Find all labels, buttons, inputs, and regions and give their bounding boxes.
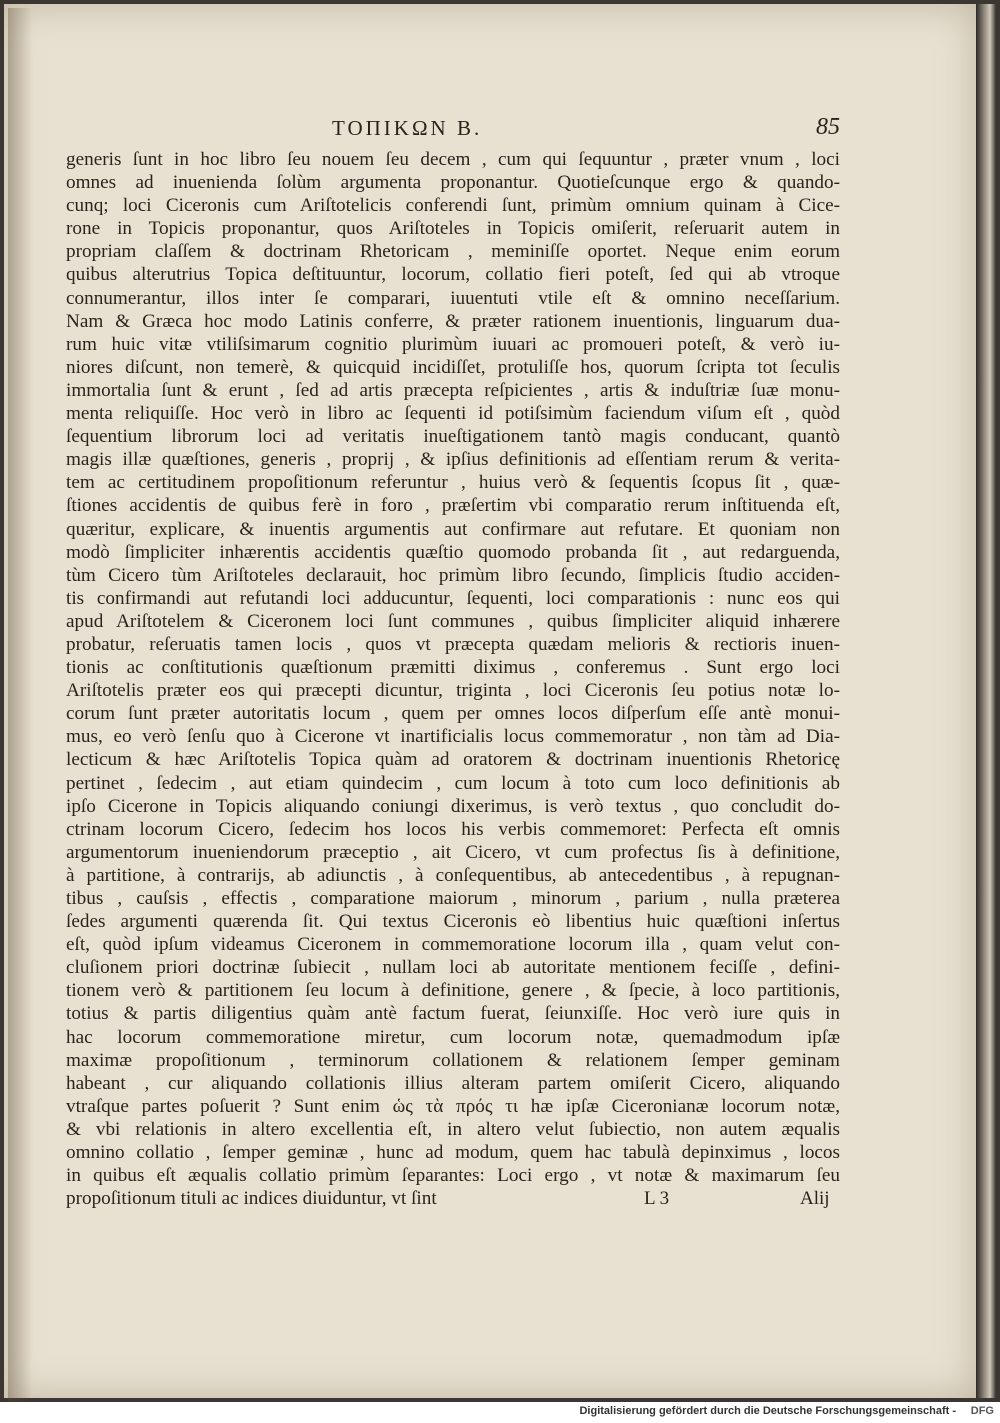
text-line: rone in Topicis proponantur, quos Ariſtoteles in Topicis omiſerit, reſeruarit autem in [66, 218, 840, 240]
text-line: tionem verò & partitionem ſeu locum à definitione, genere , & ſpecie, à loco partitionis, [66, 980, 840, 1002]
text-line: tionis ac conſtitutionis quæſtionum præmitti diximus , conferemus . Sunt ergo loci [66, 657, 840, 679]
text-line: propriam claſſem & doctrinam Rhetoricam , meminiſſe oportet. Neque enim eorum [66, 241, 840, 263]
text-line: ſequentium librorum loci ad veritatis inueſtigationem tantò magis conducant, quantò [66, 426, 840, 448]
text-line: eſt, quòd ipſum videamus Ciceronem in commemoratione locorum illa , quam velut con- [66, 934, 840, 956]
funding-note: Digitalisierung gefördert durch die Deutsche Forschungsgemeinschaft - [579, 1405, 956, 1417]
text-line: propoſitionum tituli ac indices diuiduntur, vt ſint [66, 1188, 437, 1210]
text-line: omnes ad inuenienda ſolùm argumenta proponantur. Quotieſcunque ergo & quando- [66, 172, 840, 194]
text-line: probatur, reſeruatis tamen locis , quos vt præcepta quædam melioris & rectioris inuen- [66, 633, 840, 655]
text-line: à partitione, à contrarijs, ab adiunctis , à conſequentibus, ab antecedentibus , à repugnan- [66, 864, 840, 886]
text-line: connumerantur, illos inter ſe comparari, iuuentuti vtile eſt & omnino neceſſarium. [66, 287, 840, 309]
signature-mark: L 3 [644, 1188, 670, 1209]
text-line: menta reliquiſſe. Hoc verò in libro ac ſequenti id potiſsimùm faciendum viſum eſt , quòd [66, 403, 840, 425]
running-title: ΤΟΠΙΚΩΝ Β. [332, 116, 483, 140]
text-line: Ariſtotelis præter eos qui præcepti dicuntur, triginta , loci Ciceronis ſeu potius notæ lo- [66, 680, 840, 702]
text-line: niores diſcunt, non temerè, & quicquid incidiſſet, protuliſſe hos, quorum ſcripta tot ſeculis [66, 356, 840, 378]
text-line: tis confirmandi aut refutandi loci adducuntur, ſequenti, loci comparationis : nunc eos qui [66, 587, 840, 609]
page-header [4, 116, 976, 146]
text-line: ſtiones accidentis de quibus ferè in foro , præſertim vbi comparatio rerum inſtituenda eſt, [66, 495, 840, 517]
text-line: immortalia ſunt & erunt , ſed ad artis præcepta reſpicientes , artis & induſtriæ ſuæ monu- [66, 379, 840, 401]
text-line: corum ſunt præter autoritatis locum , quem per omnes locos diſperſum eſſe antè monui- [66, 703, 840, 725]
catchword: Alij [800, 1188, 830, 1209]
funding-bar [0, 1402, 1000, 1423]
text-line: totius & partis diligentius quàm antè factum fuerat, ſeiunxiſſe. Hoc verò iure quis in [66, 1003, 840, 1025]
text-line: ipſo Cicerone in Topicis aliquando coniungi dixerimus, is verò textus , quo concludit do- [66, 795, 840, 817]
text-line: Nam & Græca hoc modo Latinis conferre, & præter rationem inuentionis, linguarum dua- [66, 310, 840, 332]
body-text [66, 148, 840, 1210]
text-line: ctrinam locorum Cicero, ſedecim hos locos his verbis commemoret: Perfecta eſt omnis [66, 818, 840, 840]
text-line: quibus alterutrius Topica deſtituuntur, locorum, collatio fieri poteſt, ſed qui ab vtroque [66, 264, 840, 286]
text-line: in quibus eſt æqualis collatio primùm ſeparantes: Loci ergo , vt notæ & maximarum ſeu [66, 1165, 840, 1187]
text-line: tibus , cauſsis , effectis , comparatione maiorum , minorum , parium , nulla præterea [66, 888, 840, 909]
text-line: apud Ariſtotelem & Ciceronem loci ſunt communes , quibus ſimpliciter aliquid inhærere [66, 610, 840, 632]
text-line: mus, eo verò ſenſu quo à Cicerone vt inartificialis locus commemoratur , non tàm ad Dia- [66, 726, 840, 748]
text-line: lecticum & hæc Ariſtotelis Topica quàm ad oratorem & doctrinam inuentionis Rhetoricę [66, 749, 840, 771]
book-page [4, 4, 976, 1398]
text-line: hac locorum commemoratione miretur, cum locorum notæ, quemadmodum ipſæ [66, 1026, 840, 1048]
text-line: modò ſimpliciter inhærentis accidentis quæſtio quomodo probanda ſit , aut redarguenda, [66, 541, 840, 563]
dfg-logo: DFG [970, 1405, 994, 1417]
text-line: ſedes argumenti quærenda ſit. Qui textus Ciceronis eò libentius huic quæſtioni inſertus [66, 911, 840, 933]
text-line: pertinet , ſedecim , aut etiam quindecim , cum locum à toto cum loco definitionis ab [66, 772, 840, 794]
text-line: generis ſunt in hoc libro ſeu nouem ſeu decem , cum qui ſequuntur , præter vnum , loci [66, 149, 840, 170]
text-line: magis illæ quæſtiones, generis , proprij , & ipſius definitionis ad eſſentiam rerum & verita- [66, 449, 840, 471]
text-line: tem ac certitudinem propoſitionum referuntur , huius verò & ſequentis ſcopus ſit , quæ- [66, 472, 840, 494]
text-line: quæritur, explicare, & inuentis argumentis aut confirmare aut refutare. Et quoniam non [66, 518, 840, 540]
text-line: rum huic vitæ vtiliſsimarum cognitio plurimùm iuuari ac promoueri poteſt, & verò iu- [66, 333, 840, 355]
text-line: argumentorum inueniendorum præceptio , ait Cicero, vt cum profectus ſis à definitione, [66, 841, 840, 863]
text-line: cluſionem priori doctrinæ ſubiecit , nullam loci ab autoritate mentionem feciſſe , defini- [66, 957, 840, 979]
page-edge-shadow [976, 4, 996, 1398]
text-line: tùm Cicero tùm Ariſtoteles declarauit, hoc primùm libro ſecundo, ſimplicis ſtudio acciden- [66, 564, 840, 586]
text-line: habeant , cur aliquando collationis illius alteram partem omiſerit Cicero, aliquando [66, 1072, 840, 1094]
text-line: vtraſque partes poſuerit ? Sunt enim ὡς τὰ πρός τι hæ ipſæ Ciceronianæ locorum notæ, [66, 1095, 840, 1117]
text-line: omnino collatio , ſemper geminæ , hunc ad modum, quem hac tabulà depinximus , locos [66, 1142, 840, 1164]
text-line: maximæ propoſitionum , terminorum collationem & relationem ſemper geminam [66, 1049, 840, 1071]
page-footer [4, 1188, 976, 1216]
text-line: & vbi relationis in altero excellentia eſt, in altero velut ſubiectio, non autem æqualis [66, 1118, 840, 1140]
text-line: cunq; loci Ciceronis cum Ariſtotelicis conferendi ſunt, primùm omnium quinam à Cice- [66, 195, 840, 217]
page-number: 85 [816, 114, 840, 140]
